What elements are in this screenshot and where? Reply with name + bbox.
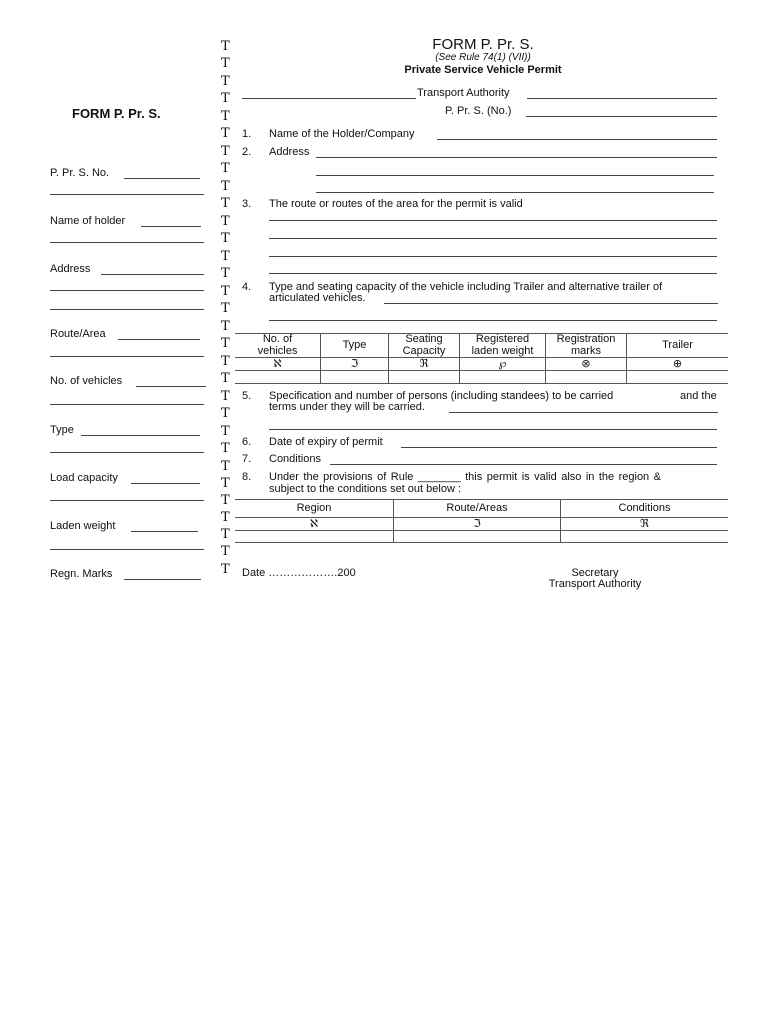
item-number: 4. — [242, 281, 252, 293]
symbol-cell: ℜ — [561, 518, 729, 531]
perforation-mark: T — [221, 126, 230, 141]
perforation-mark: T — [221, 544, 230, 559]
counterfoil-field-load: Load capacity — [50, 472, 118, 484]
vehicle-type-label: Type and seating capacity of the vehicle including Trailer and alternative trailer of — [269, 281, 663, 293]
conditions-line[interactable] — [330, 464, 717, 465]
counterfoil-type-line[interactable] — [81, 435, 200, 436]
form-title: FORM P. Pr. S. — [432, 36, 534, 53]
header-region: Region — [235, 500, 394, 518]
item-number: 8. — [242, 471, 252, 483]
counterfoil-field-regn: Regn. Marks — [50, 568, 113, 580]
secretary-label: Secretary — [571, 567, 619, 579]
header-no-of-vehicles: No. of vehicles — [235, 334, 321, 358]
counterfoil-line[interactable] — [50, 549, 204, 550]
symbol-cell: ℑ — [321, 358, 389, 371]
counterfoil-field-vehicles: No. of vehicles — [50, 375, 123, 387]
counterfoil-field-address: Address — [50, 263, 91, 275]
perforation-mark: T — [221, 389, 230, 404]
authority-suffix-line[interactable] — [527, 98, 717, 99]
item-number: 1. — [242, 128, 252, 140]
counterfoil-vehicles-line[interactable] — [136, 386, 206, 387]
rule-provision-label: Under the provisions of Rule _______ this permit is valid also in the region & — [269, 471, 661, 483]
perforation-mark: T — [221, 319, 230, 334]
perforation-mark: T — [221, 196, 230, 211]
perforation-mark: T — [221, 74, 230, 89]
persons-line[interactable] — [449, 412, 718, 413]
route-label: The route or routes of the area for the permit is valid — [269, 198, 523, 210]
address-label: Address — [269, 146, 310, 158]
region-table-header — [235, 500, 728, 518]
counterfoil-field-laden: Laden weight — [50, 520, 116, 532]
expiry-label: Date of expiry of permit — [269, 436, 383, 448]
address-line[interactable] — [316, 175, 714, 176]
address-line[interactable] — [316, 192, 714, 193]
perforation-mark: T — [221, 231, 230, 246]
symbol-cell: ℵ — [235, 518, 394, 531]
perforation-mark: T — [221, 476, 230, 491]
item-number: 2. — [242, 146, 252, 158]
perforation-mark: T — [221, 249, 230, 264]
counterfoil-address-line[interactable] — [101, 274, 204, 275]
vehicle-type-line[interactable] — [384, 303, 718, 304]
perforation-mark: T — [221, 91, 230, 106]
counterfoil-line[interactable] — [50, 309, 204, 310]
counterfoil-field-name: Name of holder — [50, 215, 126, 227]
counterfoil-line[interactable] — [50, 290, 204, 291]
header-laden-weight: Registered laden weight — [460, 334, 546, 358]
entry-cell[interactable] — [389, 370, 460, 383]
perforation-mark: T — [221, 336, 230, 351]
item-number: 6. — [242, 436, 252, 448]
counterfoil-title: FORM P. Pr. S. — [72, 106, 161, 121]
perforation-mark: T — [221, 371, 230, 386]
perforation-mark: T — [221, 179, 230, 194]
perforation-mark: T — [221, 527, 230, 542]
item-number: 7. — [242, 453, 252, 465]
perforation-mark: T — [221, 424, 230, 439]
counterfoil-line[interactable] — [50, 452, 204, 453]
perforation-mark: T — [221, 459, 230, 474]
vehicle-table-symbol-row — [235, 358, 728, 371]
counterfoil-route-line[interactable] — [118, 339, 200, 340]
vehicle-table-entry-row[interactable] — [235, 370, 728, 383]
persons-label-end: and the — [680, 390, 717, 402]
conditions-label: Conditions — [269, 453, 321, 465]
entry-cell[interactable] — [627, 370, 729, 383]
counterfoil-load-line[interactable] — [131, 483, 200, 484]
counterfoil-field-route: Route/Area — [50, 328, 106, 340]
region-table-symbol-row — [235, 518, 728, 531]
pprs-no-label: P. Pr. S. (No.) — [445, 105, 512, 117]
counterfoil-pprs-no-line[interactable] — [124, 178, 200, 179]
symbol-cell: ℜ — [389, 358, 460, 371]
symbol-cell: ℘ — [460, 358, 546, 371]
header-seating-capacity: Seating Capacity — [389, 334, 460, 358]
route-line[interactable] — [269, 238, 717, 239]
perforation-mark: T — [221, 39, 230, 54]
rule-provision-label-cont: subject to the conditions set out below : — [269, 483, 462, 495]
entry-cell[interactable] — [235, 370, 321, 383]
perforation-mark: T — [221, 144, 230, 159]
vehicle-type-label-cont: articulated vehicles. — [269, 292, 366, 304]
route-line[interactable] — [269, 220, 717, 221]
form-subtitle: Private Service Vehicle Permit — [404, 64, 562, 76]
holder-name-line[interactable] — [437, 139, 717, 140]
entry-cell[interactable] — [235, 530, 394, 542]
vehicle-type-line[interactable] — [269, 320, 717, 321]
entry-cell[interactable] — [321, 370, 389, 383]
perforation-mark: T — [221, 441, 230, 456]
symbol-cell: ℑ — [394, 518, 561, 531]
symbol-cell: ℵ — [235, 358, 321, 371]
item-number: 3. — [242, 198, 252, 210]
perforation-mark: T — [221, 301, 230, 316]
pprs-no-line[interactable] — [526, 116, 717, 117]
symbol-cell: ⊕ — [627, 358, 729, 371]
symbol-cell: ⊗ — [546, 358, 627, 371]
counterfoil-line[interactable] — [50, 356, 204, 357]
persons-label: Specification and number of persons (including standees) to be carried — [269, 390, 614, 402]
vehicle-table — [235, 333, 728, 384]
authority-label: Transport Authority — [417, 87, 510, 99]
date-field[interactable]: Date ……………….200 — [242, 567, 356, 579]
authority-prefix-line[interactable] — [242, 98, 416, 99]
counterfoil-field-type: Type — [50, 424, 74, 436]
entry-cell[interactable] — [546, 370, 627, 383]
header-type: Type — [321, 334, 389, 358]
counterfoil-line[interactable] — [50, 194, 204, 195]
header-route-areas: Route/Areas — [394, 500, 561, 518]
counterfoil-line[interactable] — [50, 500, 204, 501]
perforation-mark: T — [221, 56, 230, 71]
header-conditions: Conditions — [561, 500, 729, 518]
header-registration-marks: Registration marks — [546, 334, 627, 358]
persons-label-cont: terms under they will be carried. — [269, 401, 425, 413]
perforation-mark: T — [221, 284, 230, 299]
perforation-mark: T — [221, 266, 230, 281]
entry-cell[interactable] — [561, 530, 729, 542]
entry-cell[interactable] — [394, 530, 561, 542]
perforation-mark: T — [221, 562, 230, 577]
counterfoil-name-line[interactable] — [141, 226, 201, 227]
perforation-mark: T — [221, 109, 230, 124]
perforation-mark: T — [221, 510, 230, 525]
perforation-mark: T — [221, 161, 230, 176]
route-line[interactable] — [269, 273, 717, 274]
vehicle-table-header — [235, 334, 728, 358]
perforation-mark: T — [221, 214, 230, 229]
rule-reference: (See Rule 74(1) (VII)) — [435, 52, 531, 63]
counterfoil-field-pprs-no: P. Pr. S. No. — [50, 167, 110, 179]
header-trailer: Trailer — [627, 334, 729, 358]
secretary-authority-label: Transport Authority — [548, 578, 642, 590]
counterfoil-line[interactable] — [50, 242, 204, 243]
counterfoil-line[interactable] — [50, 404, 204, 405]
counterfoil-regn-line[interactable] — [124, 579, 201, 580]
entry-cell[interactable] — [460, 370, 546, 383]
address-line[interactable] — [316, 157, 717, 158]
perforation-mark: T — [221, 354, 230, 369]
perforation-mark: T — [221, 406, 230, 421]
expiry-line[interactable] — [401, 447, 717, 448]
counterfoil-laden-line[interactable] — [131, 531, 198, 532]
region-table — [235, 499, 728, 543]
route-line[interactable] — [269, 256, 717, 257]
perforation-mark: T — [221, 493, 230, 508]
item-number: 5. — [242, 390, 252, 402]
holder-name-label: Name of the Holder/Company — [269, 128, 415, 140]
region-table-entry-row[interactable] — [235, 530, 728, 542]
persons-line[interactable] — [269, 429, 717, 430]
